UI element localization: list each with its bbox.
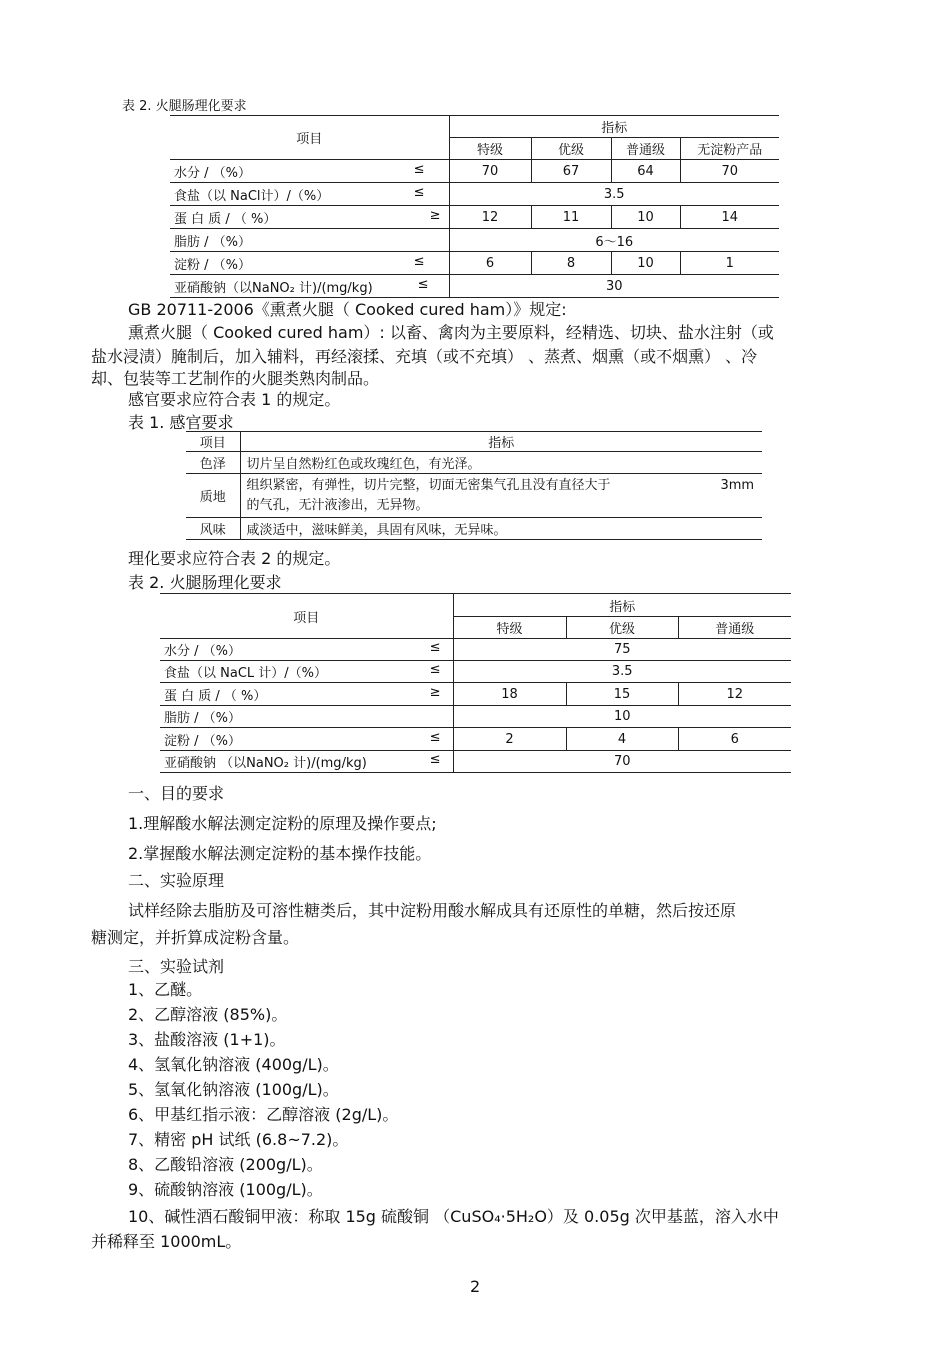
section-1-title: 一、目的要求 — [128, 784, 225, 803]
section-1-item-1: 1.理解酸水解法测定淀粉的原理及操作要点; — [128, 814, 437, 833]
definition-line-3: 却、包装等工艺制作的火腿类熟肉制品。 — [91, 369, 380, 388]
table-bottom-caption: 表 2. 火腿肠理化要求 — [128, 573, 282, 592]
merged-value-cell: 6～16 — [449, 229, 779, 252]
table-top-header-index: 指标 — [449, 116, 779, 138]
merged-value-cell: 30 — [449, 275, 779, 298]
value-cell: 12 — [678, 683, 791, 706]
table-row — [186, 452, 762, 474]
grade-cell: 普通级 — [678, 617, 791, 639]
comparison-symbol: ≤ — [429, 640, 441, 655]
value-cell: 12 — [449, 206, 531, 229]
table-sensory — [186, 431, 762, 540]
list-item: 1、乙醚。 — [128, 980, 203, 999]
value-cell: 4 — [566, 728, 678, 751]
table-bottom-header-index: 指标 — [453, 594, 791, 617]
row-label: 脂肪 / （%） — [164, 711, 241, 726]
merged-value-cell: 70 — [453, 751, 791, 773]
value-cell: 18 — [453, 683, 566, 706]
row-label: 脂肪 / （%） — [174, 234, 251, 250]
section-2-line-2: 糖测定，并折算成淀粉含量。 — [91, 928, 300, 947]
list-item: 2、乙醇溶液 (85%)。 — [128, 1005, 288, 1024]
value-cell: 64 — [611, 160, 680, 183]
comparison-symbol: ≤ — [413, 161, 425, 177]
section-1-item-2: 2.掌握酸水解法测定淀粉的基本操作技能。 — [128, 844, 432, 863]
table-bottom — [160, 593, 791, 773]
table-row — [160, 639, 791, 661]
table-row — [160, 728, 791, 751]
value-cell: 1 — [680, 252, 779, 275]
row-label: 食盐（以 NaCL 计）/（%） — [164, 666, 328, 681]
grade-cell: 无淀粉产品 — [680, 138, 779, 160]
sensory-item: 风味 — [186, 518, 240, 540]
physchem-reference: 理化要求应符合表 2 的规定。 — [128, 549, 341, 568]
value-cell: 10 — [611, 252, 680, 275]
sensory-text: 切片呈自然粉红色或玫瑰红色，有光泽。 — [240, 452, 762, 474]
sensory-text: 组织紧密，有弹性，切片完整，切面无密集气孔且没有直径大于 — [246, 477, 611, 493]
table-row — [160, 706, 791, 728]
value-cell: 15 — [566, 683, 678, 706]
page-number: 2 — [470, 1277, 481, 1296]
table-row — [170, 160, 779, 183]
grade-cell: 优级 — [531, 138, 611, 160]
table-row — [160, 751, 791, 773]
row-label: 亚硝酸钠（以NaNO₂ 计)/(mg/kg) — [174, 280, 373, 296]
value-cell: 6 — [449, 252, 531, 275]
value-cell: 70 — [449, 160, 531, 183]
list-item: 4、氢氧化钠溶液 (400g/L)。 — [128, 1055, 339, 1074]
row-label: 食盐（以 NaCl计）/（%） — [174, 188, 330, 204]
list-item: 5、氢氧化钠溶液 (100g/L)。 — [128, 1080, 339, 1099]
sensory-item: 质地 — [186, 474, 240, 518]
sensory-text: 咸淡适中，滋味鲜美，具固有风味，无异味。 — [240, 518, 762, 540]
table-row — [186, 474, 762, 518]
list-item: 3、盐酸溶液 (1+1)。 — [128, 1030, 286, 1049]
table-row — [160, 683, 791, 706]
merged-value-cell: 75 — [453, 639, 791, 661]
table-sensory-header-item: 项目 — [186, 432, 240, 452]
value-cell: 2 — [453, 728, 566, 751]
comparison-symbol: ≤ — [429, 662, 441, 677]
value-cell: 8 — [531, 252, 611, 275]
definition-line-2: 盐水浸渍）腌制后，加入辅料，再经滚揉、充填（或不充填） 、蒸煮、烟熏（或不烟熏） 、冷 — [91, 347, 758, 366]
row-label: 淀粉 / （%） — [164, 733, 241, 749]
sensory-text-continued: 的气孔，无汁液渗出，无异物。 — [246, 497, 429, 513]
comparison-symbol: ≤ — [417, 276, 429, 292]
row-label: 水分 / （%） — [164, 644, 241, 659]
grade-cell: 优级 — [566, 617, 678, 639]
comparison-symbol: ≤ — [413, 253, 425, 269]
table-top-caption: 表 2. 火腿肠理化要求 — [122, 99, 247, 114]
comparison-symbol: ≥ — [429, 207, 441, 223]
row-label: 淀粉 / （%） — [174, 257, 251, 273]
list-item: 9、硫酸钠溶液 (100g/L)。 — [128, 1180, 323, 1199]
comparison-symbol: ≤ — [429, 752, 441, 767]
row-label: 水分 / （%） — [174, 165, 251, 181]
list-item: 7、精密 pH 试纸 (6.8~7.2)。 — [128, 1130, 349, 1149]
table-row — [170, 206, 779, 229]
section-3-title: 三、实验试剂 — [128, 957, 225, 976]
reagent-10-line-1: 10、碱性酒石酸铜甲液：称取 15g 硫酸铜 （CuSO₄·5H₂O）及 0.05g 次甲基蓝，溶入水中 — [128, 1207, 779, 1226]
table-sensory-header-index: 指标 — [240, 432, 762, 452]
table-row — [170, 229, 779, 252]
definition-line-1: 熏煮火腿（ Cooked cured ham）: 以畜、禽肉为主要原料，经精选、切块、盐水注射（或 — [128, 323, 774, 342]
table-top — [170, 115, 779, 298]
sensory-reference: 感官要求应符合表 1 的规定。 — [128, 390, 341, 409]
list-item: 6、甲基红指示液：乙醇溶液 (2g/L)。 — [128, 1105, 399, 1124]
value-cell: 6 — [678, 728, 791, 751]
grade-cell: 普通级 — [611, 138, 680, 160]
comparison-symbol: ≤ — [429, 729, 441, 745]
row-label: 亚硝酸钠 （以NaNO₂ 计)/(mg/kg) — [164, 756, 367, 771]
merged-value-cell: 10 — [453, 706, 791, 728]
sensory-text-measure: 3mm — [720, 477, 755, 493]
reagent-10-line-2: 并稀释至 1000mL。 — [91, 1232, 242, 1251]
grade-cell: 特级 — [453, 617, 566, 639]
value-cell: 67 — [531, 160, 611, 183]
comparison-symbol: ≤ — [413, 184, 425, 200]
merged-value-cell: 3.5 — [453, 661, 791, 683]
table-sensory-caption: 表 1. 感官要求 — [128, 413, 234, 432]
table-bottom-header-item: 项目 — [160, 594, 453, 639]
table-row — [170, 252, 779, 275]
value-cell: 14 — [680, 206, 779, 229]
row-label: 蛋 白 质 / （ %） — [174, 211, 277, 227]
section-2-line-1: 试样经除去脂肪及可溶性糖类后，其中淀粉用酸水解成具有还原性的单糖，然后按还原 — [128, 901, 737, 920]
sensory-item: 色泽 — [186, 452, 240, 474]
value-cell: 10 — [611, 206, 680, 229]
grade-cell: 特级 — [449, 138, 531, 160]
table-row — [170, 275, 779, 298]
value-cell: 70 — [680, 160, 779, 183]
section-2-title: 二、实验原理 — [128, 871, 225, 890]
merged-value-cell: 3.5 — [449, 183, 779, 206]
gb-standard-line: GB 20711-2006《熏煮火腿（ Cooked cured ham）》规定: — [128, 300, 567, 319]
reagent-list — [128, 976, 398, 1201]
value-cell: 11 — [531, 206, 611, 229]
row-label: 蛋 白 质 / （ %） — [164, 688, 267, 704]
table-row — [186, 518, 762, 540]
comparison-symbol: ≥ — [429, 684, 441, 700]
table-row — [170, 183, 779, 206]
table-row — [160, 661, 791, 683]
table-top-header-item: 项目 — [170, 116, 449, 160]
list-item: 8、乙酸铅溶液 (200g/L)。 — [128, 1155, 323, 1174]
